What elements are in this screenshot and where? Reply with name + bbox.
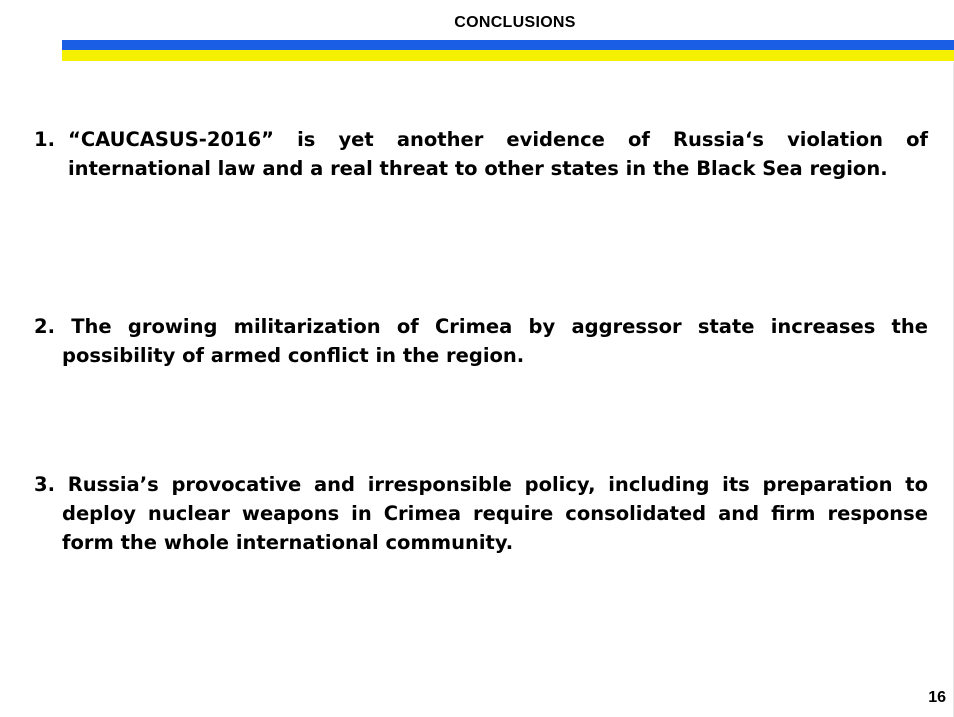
conclusion-number: 2.: [34, 315, 55, 338]
conclusion-body: Russia’s provocative and irresponsible policy, including its preparation to deploy nuclear weapons in Crimea require consolidated and firm response form the whole international community.: [62, 473, 928, 554]
conclusion-item-1: [34, 125, 928, 183]
slide-title: CONCLUSIONS: [454, 14, 576, 31]
conclusion-body: The growing militarization of Crimea by aggressor state increases the possibility of armed conflict in the region.: [62, 315, 928, 367]
conclusion-text: “CAUCASUS-2016” is yet another evidence of Russia‘s violation of international law and a real threat to other states in the Black Sea region.: [68, 128, 928, 180]
conclusion-item-2: [34, 312, 928, 370]
conclusion-number: 3.: [34, 473, 55, 496]
conclusion-text: [34, 470, 928, 557]
header-stripe-yellow: [62, 50, 954, 61]
conclusion-item-3: [34, 470, 928, 557]
conclusion-number: 1.: [34, 128, 55, 151]
page-number: 16: [928, 689, 946, 706]
header-stripe-blue: [62, 40, 954, 50]
conclusion-text: [34, 312, 928, 370]
